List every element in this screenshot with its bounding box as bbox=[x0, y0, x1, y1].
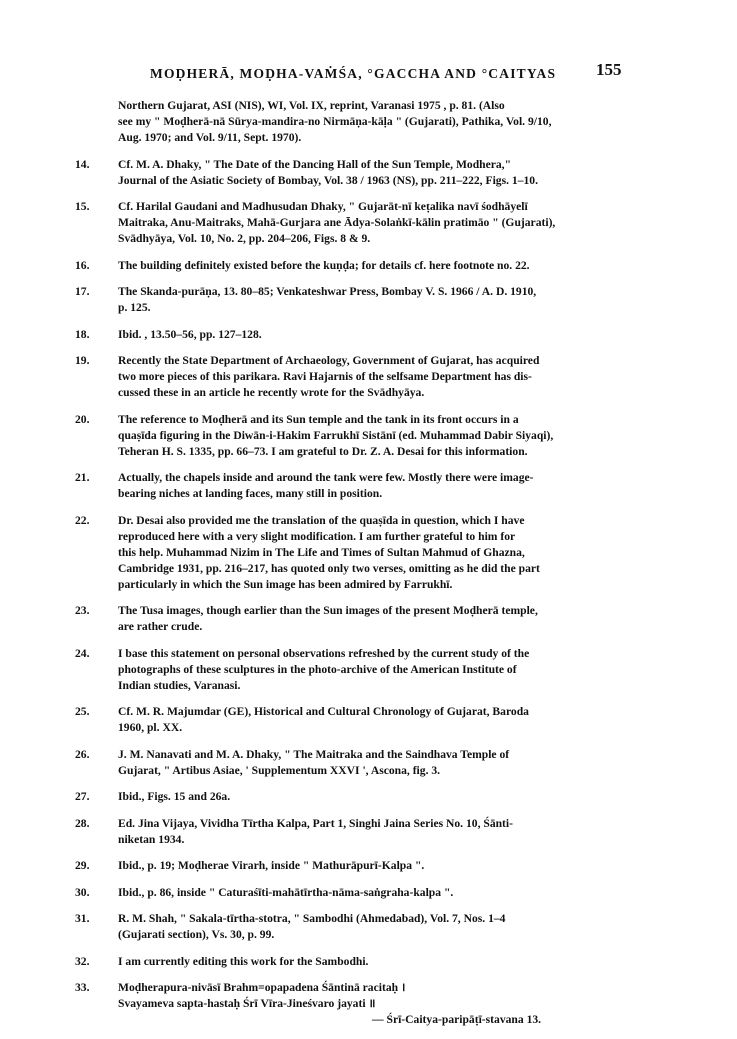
footnote-line: Maitraka, Anu-Maitraks, Mahā-Gurjara ane Ādya-Solaṅkī-kālin pratimāo " (Gujarati), bbox=[118, 216, 556, 229]
footnote bbox=[0, 199, 737, 247]
footnote-line: Cf. Harilal Gaudani and Madhusudan Dhaky, " Gujarāt-nī keṭalika navī śodhāyelī bbox=[118, 200, 528, 213]
footnote-line: Svayameva sapta-hastaḥ Śrī Vīra-Jineśvaro jayati ॥ bbox=[118, 997, 376, 1010]
footnote-line: I am currently editing this work for the Sambodhi. bbox=[118, 954, 369, 968]
footnote bbox=[0, 646, 737, 694]
footnote-text bbox=[118, 603, 626, 635]
footnote-text bbox=[118, 199, 626, 247]
footnote-text bbox=[118, 816, 626, 848]
footnote bbox=[0, 327, 737, 343]
verse-source: — Śrī-Caitya-paripāṭī-stavana 13. bbox=[372, 1013, 542, 1026]
footnotes bbox=[0, 98, 737, 1039]
footnote-number: 19. bbox=[75, 354, 90, 367]
footnote-line: Cf. M. A. Dhaky, " The Date of the Dancing Hall of the Sun Temple, Modhera," bbox=[118, 157, 512, 171]
footnote bbox=[0, 911, 737, 943]
footnote-text bbox=[118, 327, 626, 343]
footnote-text bbox=[118, 470, 626, 502]
footnote-line: Ibid., p. 86, inside " Caturaśīti-mahātīrtha-nāma-saṅgraha-kalpa ". bbox=[118, 885, 454, 899]
footnote-number: 25. bbox=[75, 705, 90, 718]
footnote-number: 21. bbox=[75, 471, 90, 484]
footnote-number: 24. bbox=[75, 646, 90, 660]
footnote-line: Teheran H. S. 1335, pp. 66–73. I am grateful to Dr. Z. A. Desai for this information. bbox=[118, 444, 528, 458]
footnote-line: two more pieces of this parikara. Ravi Hajarnis of the selfsame Department has dis- bbox=[118, 370, 532, 383]
footnote-line: 1960, pl. XX. bbox=[118, 721, 183, 734]
footnote-number: 23. bbox=[75, 604, 90, 617]
footnote-text bbox=[118, 858, 626, 874]
footnote-line: Actually, the chapels inside and around the tank were few. Mostly there were image- bbox=[118, 471, 534, 484]
footnote-text bbox=[118, 954, 626, 970]
footnote bbox=[0, 258, 737, 274]
footnote-line: The Tusa images, though earlier than the Sun images of the present Moḍherā temple, bbox=[118, 604, 538, 617]
footnote-number: 26. bbox=[75, 747, 90, 761]
footnote-line: reproduced here with a very slight modification. I am further grateful to him for bbox=[118, 529, 516, 543]
footnote bbox=[0, 789, 737, 805]
footnote-line: bearing niches at landing faces, many still in position. bbox=[118, 487, 383, 500]
footnote bbox=[0, 704, 737, 736]
footnote bbox=[0, 157, 737, 189]
footnote bbox=[0, 412, 737, 460]
footnote-text bbox=[118, 284, 626, 316]
footnote-line: Ibid., Figs. 15 and 26a. bbox=[118, 790, 231, 803]
footnote bbox=[0, 513, 737, 593]
footnote-line: Dr. Desai also provided me the translation of the quaṣīda in question, which I have bbox=[118, 513, 525, 527]
footnote-text bbox=[118, 353, 626, 401]
footnote-text bbox=[118, 513, 626, 593]
footnote-line: Recently the State Department of Archaeology, Government of Gujarat, has acquired bbox=[118, 354, 540, 367]
footnote-number: 31. bbox=[75, 912, 90, 925]
footnote bbox=[0, 954, 737, 970]
footnote-number: 18. bbox=[75, 327, 90, 341]
footnote bbox=[0, 747, 737, 779]
footnote-text bbox=[118, 789, 626, 805]
footnote-line: niketan 1934. bbox=[118, 832, 185, 846]
running-title: MOḌHERĀ, MOḌHA-VAṀŚA, °GACCHA AND °CAITYAS bbox=[150, 66, 557, 81]
footnote-text bbox=[118, 258, 626, 274]
footnote bbox=[0, 284, 737, 316]
footnote-continuation bbox=[0, 98, 737, 146]
footnote-line: Journal of the Asiatic Society of Bombay, Vol. 38 / 1963 (NS), pp. 211–222, Figs. 1–10. bbox=[118, 173, 538, 187]
continuation-line: Aug. 1970; and Vol. 9/11, Sept. 1970). bbox=[118, 131, 302, 144]
footnote bbox=[0, 980, 737, 1028]
footnote-line: Svādhyāya, Vol. 10, No. 2, pp. 204–206, Figs. 8 & 9. bbox=[118, 232, 371, 245]
footnote-line: cussed these in an article he recently wrote for the Svādhyāya. bbox=[118, 386, 425, 399]
footnote-line: R. M. Shah, " Sakala-tīrtha-stotra, " Sambodhi (Ahmedabad), Vol. 7, Nos. 1–4 bbox=[118, 912, 506, 925]
footnote-line: p. 125. bbox=[118, 301, 151, 314]
continuation-line: see my " Moḍherā-nā Sūrya-mandira-no Nirmāṇa-kāḷa " (Gujarati), Pathika, Vol. 9/10, bbox=[118, 115, 552, 128]
footnote-number: 16. bbox=[75, 258, 90, 272]
footnote-line: Ibid., p. 19; Moḍherae Virarh, inside " Mathurāpurī-Kalpa ". bbox=[118, 859, 425, 872]
footnote-line: Gujarat, " Artibus Asiae, ' Supplementum XXVI ', Ascona, fig. 3. bbox=[118, 763, 441, 777]
footnote bbox=[0, 858, 737, 874]
footnote-line: I base this statement on personal observations refreshed by the current study of the bbox=[118, 646, 530, 660]
footnote-line: Cambridge 1931, pp. 216–217, has quoted only two verses, omitting as he did the part bbox=[118, 561, 540, 575]
footnote-line: Indian studies, Varanasi. bbox=[118, 678, 241, 692]
footnote bbox=[0, 603, 737, 635]
footnote-line: this help. Muhammad Nizim in The Life and Times of Sultan Mahmud of Ghazna, bbox=[118, 545, 525, 559]
footnote-text bbox=[118, 885, 626, 901]
footnote-number: 27. bbox=[75, 790, 90, 803]
footnote bbox=[0, 470, 737, 502]
footnote-line: photographs of these sculptures in the photo-archive of the American Institute of bbox=[118, 662, 517, 676]
footnote-number: 22. bbox=[75, 513, 90, 527]
continuation-line: Northern Gujarat, ASI (NIS), WI, Vol. IX, reprint, Varanasi 1975 , p. 81. (Also bbox=[118, 99, 505, 112]
footnote-text bbox=[118, 980, 626, 1028]
footnote-line: The reference to Moḍherā and its Sun temple and the tank in its front occurs in a bbox=[118, 412, 519, 426]
footnote-text bbox=[118, 412, 626, 460]
footnote-line: (Gujarati section), Vs. 30, p. 99. bbox=[118, 928, 275, 941]
footnote-line: The Skanda-purāṇa, 13. 80–85; Venkateshwar Press, Bombay V. S. 1966 / A. D. 1910, bbox=[118, 285, 537, 298]
footnote-number: 30. bbox=[75, 885, 90, 899]
footnote-line: quaṣīda figuring in the Diwān-i-Hakim Farrukhī Sistānī (ed. Muhammad Dabir Siyaqi), bbox=[118, 428, 554, 442]
footnote bbox=[0, 816, 737, 848]
footnote-number: 32. bbox=[75, 954, 90, 968]
footnote-line: Cf. M. R. Majumdar (GE), Historical and Cultural Chronology of Gujarat, Baroda bbox=[118, 705, 529, 718]
footnote-number: 15. bbox=[75, 200, 90, 213]
footnote-line: Ibid. , 13.50–56, pp. 127–128. bbox=[118, 327, 262, 341]
footnote-line: particularly in which the Sun image has been admired by Farrukhī. bbox=[118, 577, 453, 591]
footnote-text bbox=[118, 911, 626, 943]
page-number: 155 bbox=[596, 60, 622, 79]
footnote-line: J. M. Nanavati and M. A. Dhaky, " The Maitraka and the Saindhava Temple of bbox=[118, 747, 510, 761]
footnote-text bbox=[118, 157, 626, 189]
footnote-line: are rather crude. bbox=[118, 620, 203, 633]
footnote-number: 29. bbox=[75, 859, 90, 872]
footnote-text bbox=[118, 747, 626, 779]
footnote-line: Ed. Jina Vijaya, Vividha Tīrtha Kalpa, Part 1, Singhi Jaina Series No. 10, Śānti- bbox=[118, 816, 514, 830]
footnote-number: 20. bbox=[75, 412, 90, 426]
footnote-text bbox=[118, 704, 626, 736]
footnote-number: 17. bbox=[75, 285, 90, 298]
footnote-text bbox=[118, 646, 626, 694]
footnote bbox=[0, 353, 737, 401]
footnote-line: The building definitely existed before the kuṇḍa; for details cf. here footnote no. 22. bbox=[118, 258, 530, 272]
footnote-number: 14. bbox=[75, 157, 90, 171]
footnote-line: Moḍherapura-nivāsī Brahm=opapadena Śāntinā racitaḥ । bbox=[118, 981, 406, 994]
footnote-number: 28. bbox=[75, 816, 90, 830]
footnote bbox=[0, 885, 737, 901]
footnote-number: 33. bbox=[75, 981, 90, 994]
running-head bbox=[0, 58, 737, 82]
